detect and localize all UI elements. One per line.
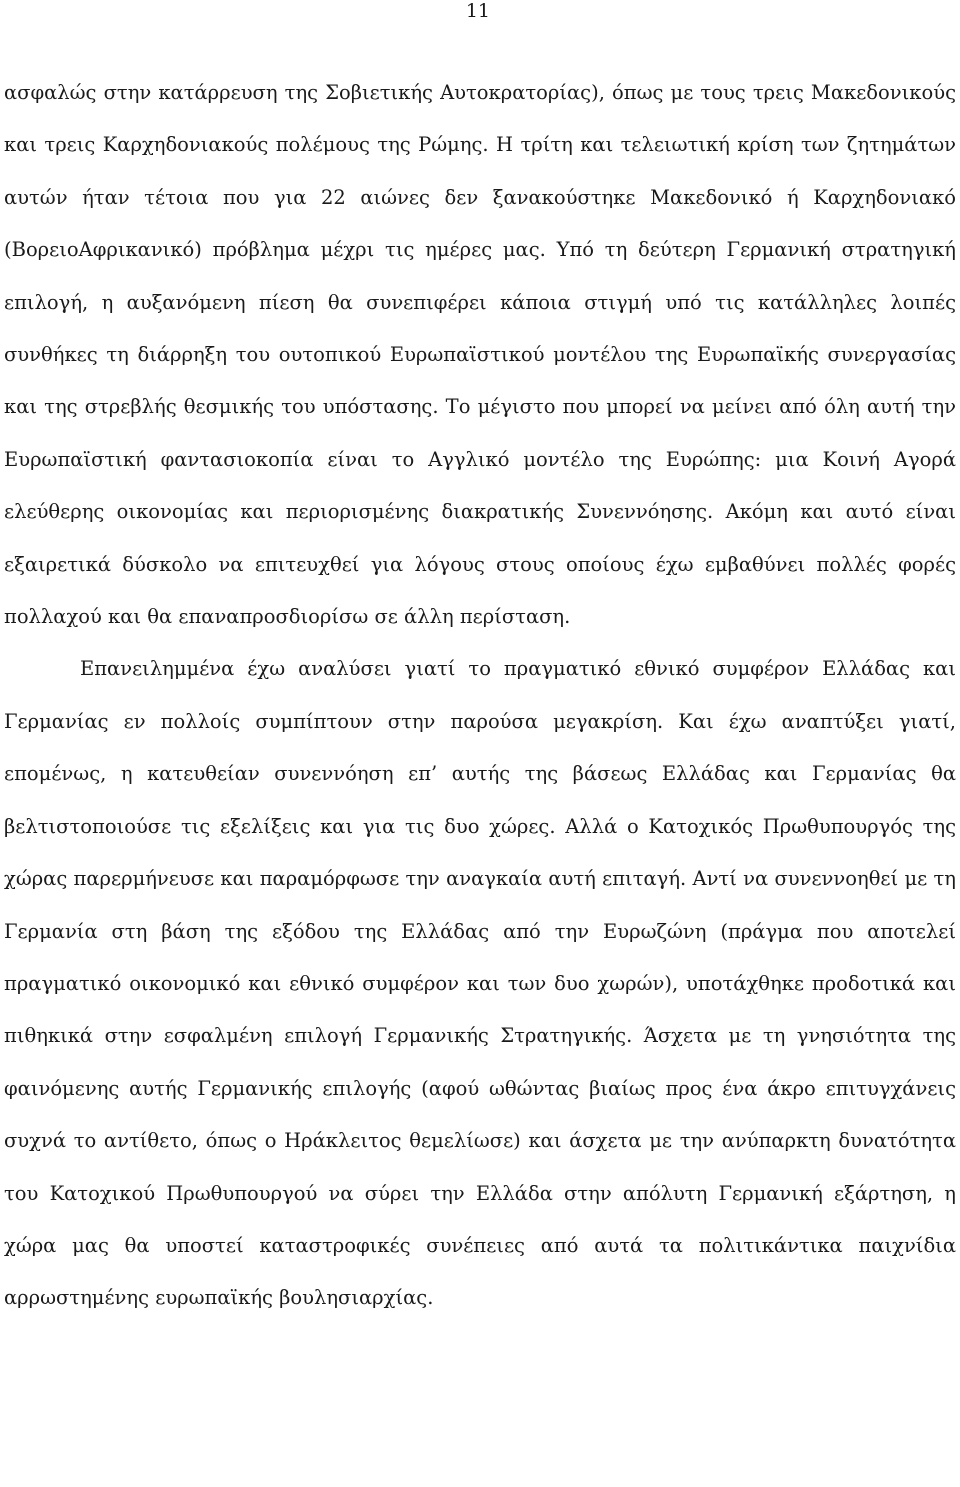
page-number: 11	[465, 0, 490, 22]
paragraph-indented: Επανειλημμένα έχω αναλύσει γιατί το πραγματικό εθνικό συμφέρον Ελλάδας και Γερμανίας εν πολλοίς συμπίπτουν στην παρούσα μεγακρίση. Και έχω αναπτύξει γιατί, επομένως, η κατευθείαν συνεννόηση επ’ αυτής της βάσεως Ελλάδας και Γερμανίας θα βελτιστοποιούσε τις εξελίξεις και για τις δυο χώρες. Αλλά ο Κατοχικός Πρωθυπουργός της χώρας παρερμήνευσε και παραμόρφωσε την αναγκαία αυτή επιταγή. Αντί να συνεννοηθεί με τη Γερμανία στη βάση της εξόδου της Ελλάδας από την Ευρωζώνη (πράγμα που αποτελεί πραγματικό οικονομικό και εθνικό συμφέρον και των δυο χωρών), υποτάχθηκε προδοτικά και πιθηκικά στην εσφαλμένη επιλογή Γερμανικής Στρατηγικής. Άσχετα με τη γνησιότητα της φαινόμενης αυτής Γερμανικής επιλογής (αφού ωθώντας βιαίως προς ένα άκρο επιτυγχάνεις συχνά το αντίθετο, όπως ο Ηράκλειτος θεμελίωσε) και άσχετα με την ανύπαρκτη δυνατότητα του Κατοχικού Πρωθυπουργού να σύρει την Ελλάδα στην απόλυτη Γερμανική εξάρτηση, η χώρα μας θα υποστεί καταστροφικές συνέπειες από αυτά τα πολιτικάντικα παιχνίδια αρρωστημένης ευρωπαϊκής βουλησιαρχίας.	[4, 657, 956, 1310]
paragraph-continuation: ασφαλώς στην κατάρρευση της Σοβιετικής Αυτοκρατορίας), όπως με τους τρεις Μακεδονικούς και τρεις Καρχηδονιακούς πολέμους της Ρώμης. Η τρίτη και τελειωτική κρίση των ζητημάτων αυτών ήταν τέτοια που για 22 αιώνες δεν ξανακούστηκε Μακεδονικό ή Καρχηδονιακό (ΒορειοΑφρικανικό) πρόβλημα μέχρι τις ημέρες μας. Υπό τη δεύτερη Γερμανική στρατηγική επιλογή, η αυξανόμενη πίεση θα συνεπιφέρει κάποια στιγμή υπό τις κατάλληλες λοιπές συνθήκες τη διάρρηξη του ουτοπικού Ευρωπαϊστικού μοντέλου της Ευρωπαϊκής συνεργασίας και της στρεβλής θεσμικής του υπόστασης. Το μέγιστο που μπορεί να μείνει από όλη αυτή την Ευρωπαϊστική φαντασιοκοπία είναι το Αγγλικό μοντέλο της Ευρώπης: μια Κοινή Αγορά ελεύθερης οικονομίας και περιορισμένης διακρατικής Συνεννόησης. Ακόμη και αυτό είναι εξαιρετικά δύσκολο να επιτευχθεί για λόγους στους οποίους έχω εμβαθύνει πολλές φορές πολλαχού και θα επαναπροσδιορίσω σε άλλη περίσταση.	[4, 81, 956, 629]
document-body	[4, 67, 956, 1325]
